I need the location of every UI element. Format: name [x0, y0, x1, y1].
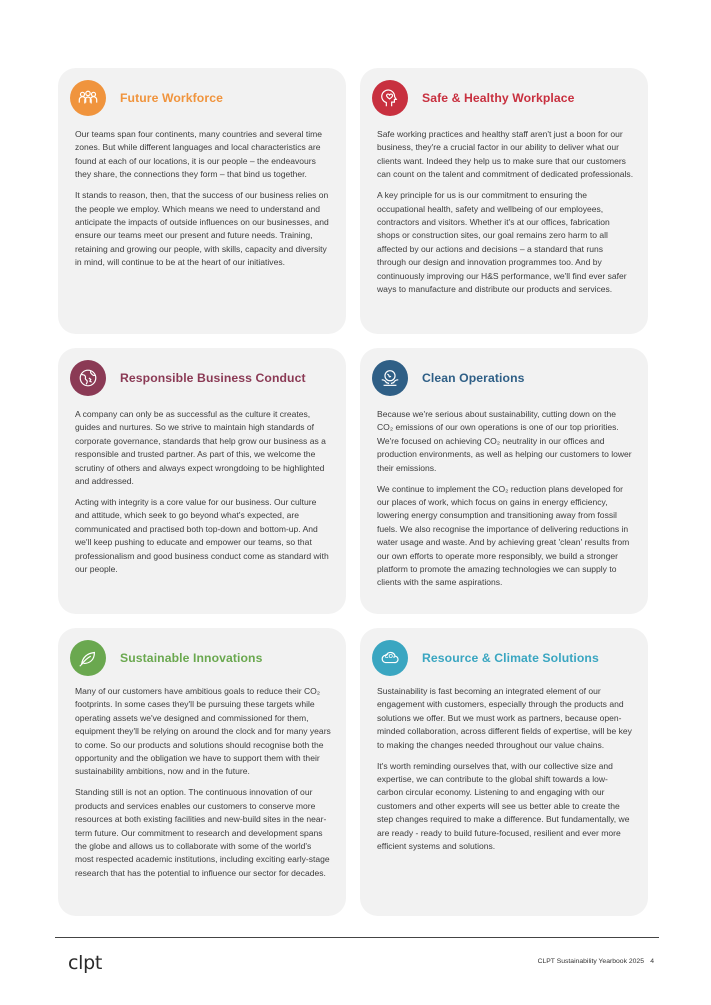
paragraph: Our teams span four continents, many countries and several time zones. But while different languages and local characteristics are found at each of our locations, it is our people – the endeavours they share, the connections they form – that bind us together.	[75, 129, 323, 180]
paragraph: We continue to implement the CO₂ reduction plans developed for our places of work, which focus on gains in energy efficiency, lowering energy consumption and transitioning away from fossil fuels. We also recognise the importance of delivering reductions in water usage and waste. And by achieving great 'clean' results from our own efforts to operate more responsibly, we build a stronger platform to promote the amazing technologies we can supply to clients with the same aspirations.	[377, 483, 630, 588]
card-title: Safe & Healthy Workplace	[422, 91, 575, 105]
footer-divider	[55, 937, 659, 938]
card-clean-operations	[360, 348, 648, 614]
paragraph: Sustainability is fast becoming an integrated element of our engagement with customers, especially through the products and solutions we offer. But we must work as partners, because open-minded collaboration, across different fields of expertise, will be key to making the changes needed throughout our value chains.	[377, 686, 632, 750]
card-safe-healthy-workplace	[360, 68, 648, 334]
paragraph: Standing still is not an option. The continuous innovation of our products and services enables our customers to conserve more resources at both existing facilities and new-build sites in the near-term future. Our commitment to research and development spans the globe and allows us to collaborate with some of the world's most respected academic institutions, including exciting early-stage research that has the potential to influence our sector for decades.	[75, 787, 330, 878]
globe-hand-icon	[70, 360, 106, 396]
card-title: Clean Operations	[422, 371, 525, 385]
paragraph: Because we're serious about sustainability, cutting down on the CO₂ emissions of our own operations is one of our top priorities. We're focused on achieving CO₂ neutrality in our offices and production environments, as well as helping our customers to lower their emissions.	[377, 409, 632, 473]
head-heart-icon	[372, 80, 408, 116]
card-sustainable-innovations	[58, 628, 346, 916]
paragraph: Many of our customers have ambitious goals to reduce their CO₂ footprints. In some cases they'll be pursuing these targets while operating assets we've designed and commissioned for them, equipment they'll be relying on around the clock and for many years to come. So our products and solutions should recognise both the opportunity and the obligation we have to support them with their sustainability ambitions, now and in the future.	[75, 686, 331, 777]
company-logo: clpt	[68, 952, 103, 974]
card-title: Future Workforce	[120, 91, 223, 105]
card-resource-climate-solutions	[360, 628, 648, 916]
co2-cloud-icon	[372, 640, 408, 676]
leaf-icon	[70, 640, 106, 676]
card-title: Responsible Business Conduct	[120, 371, 306, 385]
page-number: 4	[650, 958, 654, 965]
card-title: Resource & Climate Solutions	[422, 651, 599, 665]
card-future-workforce	[58, 68, 346, 334]
paragraph: A company can only be as successful as the culture it creates, guides and nurtures. So we strive to maintain high standards of corporate governance, standards that help grow our business as a responsible and trusted partner. As part of this, we welcome the scrutiny of others and always expect wrongdoing to be highlighted and addressed.	[75, 409, 326, 487]
globe-leaf-hands-icon	[372, 360, 408, 396]
paragraph: It stands to reason, then, that the success of our business relies on the people we employ. Which means we need to understand and anticipate the impacts of outside influences on our businesses, and ensure our teams meet our present and future needs. Training, retaining and growing our people, with skills, capacity and diversity in mind, will continue to be at the heart of our initiatives.	[75, 190, 329, 268]
card-responsible-business-conduct	[58, 348, 346, 614]
paragraph: It's worth reminding ourselves that, with our collective size and expertise, we can contribute to the global shift towards a low-carbon circular economy. Listening to and engaging with our customers and other experts will see us better able to create the step changes required to make a difference. But fundamentally, we are ready - ready to build future-focused, resilient and ever more efficient systems and solutions.	[377, 760, 630, 851]
card-title: Sustainable Innovations	[120, 651, 263, 665]
publication-title: CLPT Sustainability Yearbook 2025	[537, 958, 644, 965]
people-group-icon	[70, 80, 106, 116]
paragraph: Safe working practices and healthy staff aren't just a boon for our business, they're a crucial factor in our ability to deliver what our clients want. Indeed they help us to make sure that our customers can count on the talent and commitment of dedicated professionals.	[377, 129, 634, 180]
paragraph: A key principle for us is our commitment to ensuring the occupational health, safety and wellbeing of our employees, contractors and visitors. Whether it's at our offices, fabrication shops or construction sites, our goal remains zero harm to all affected by our actions and decisions – a standard that runs through our design and innovation programmes too. And by continuously improving our H&S performance, we'll find ever safer ways to manufacture and distribute our products and services.	[377, 190, 627, 294]
paragraph: Acting with integrity is a core value for our business. Our culture and attitude, which seek to go beyond what's expected, are communicated and practised both top-down and bottom-up. And we'll keep pushing to educate and empower our teams, so that professionalism and good business conduct come as standard with our people.	[75, 496, 329, 574]
co2-label: CO₂	[384, 654, 396, 660]
